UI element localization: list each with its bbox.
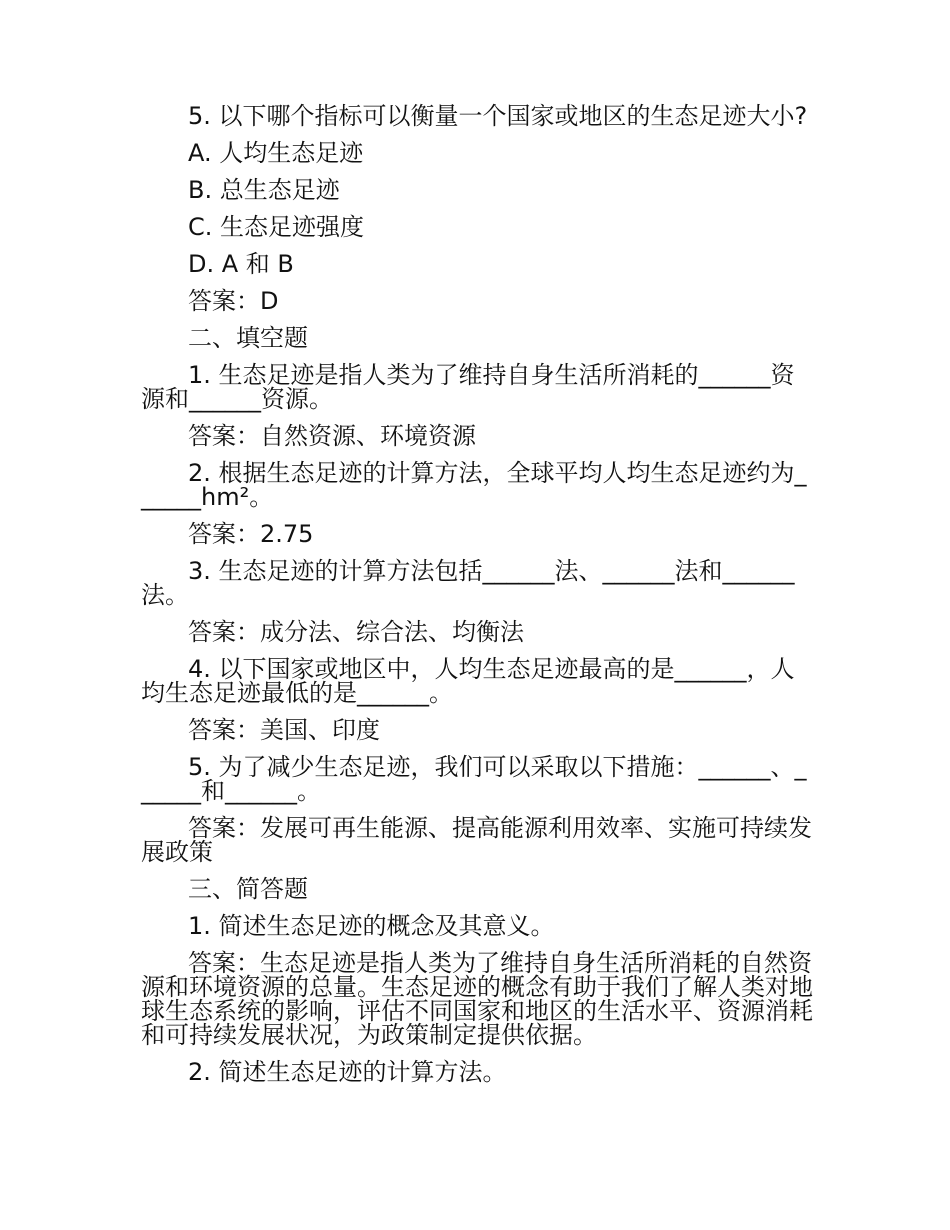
section-short-answer: 三、简答题 (188, 875, 308, 903)
answer-fill-2: 答案：2.75 (188, 520, 314, 548)
answer-short-1: 答案：生态足迹是指人类为了维持自身生活所消耗的自然资源和环境资源的总量。生态足迹的概念有助于我们了解人类对地球生态系统的影响，评估不同国家和地区的生活水平、资源消耗和可持续发展状况，为政策制定提供依据。 (141, 949, 813, 1049)
question-5: 5. 以下哪个指标可以衡量一个国家或地区的生态足迹大小? (188, 102, 808, 130)
answer-fill-5: 答案：发展可再生能源、提高能源利用效率、实施可持续发展政策 (141, 814, 812, 866)
fill-question-5: 5. 为了减少生态足迹，我们可以采取以下措施：______、______和______。 (141, 753, 807, 805)
fill-question-2: 2. 根据生态足迹的计算方法，全球平均人均生态足迹约为______hm²。 (141, 459, 807, 511)
option-a: A. 人均生态足迹 (188, 139, 364, 167)
option-d: D. A 和 B (188, 250, 294, 278)
answer-fill-1: 答案：自然资源、环境资源 (188, 422, 476, 450)
fill-question-4: 4. 以下国家或地区中，人均生态足迹最高的是______，人均生态足迹最低的是______。 (141, 655, 795, 707)
section-fill-in-blank: 二、填空题 (188, 324, 308, 352)
fill-question-1: 1. 生态足迹是指人类为了维持自身生活所消耗的______资源和______资源。 (141, 361, 795, 413)
answer-q5: 答案：D (188, 287, 279, 315)
answer-fill-4: 答案：美国、印度 (188, 716, 380, 744)
short-question-1: 1. 简述生态足迹的概念及其意义。 (188, 912, 555, 940)
fill-question-3: 3. 生态足迹的计算方法包括______法、______法和______法。 (141, 557, 795, 609)
option-b: B. 总生态足迹 (188, 176, 340, 204)
answer-fill-3: 答案：成分法、综合法、均衡法 (188, 618, 524, 646)
document-page (141, 104, 813, 1084)
option-c: C. 生态足迹强度 (188, 213, 365, 241)
short-question-2: 2. 简述生态足迹的计算方法。 (188, 1058, 507, 1086)
